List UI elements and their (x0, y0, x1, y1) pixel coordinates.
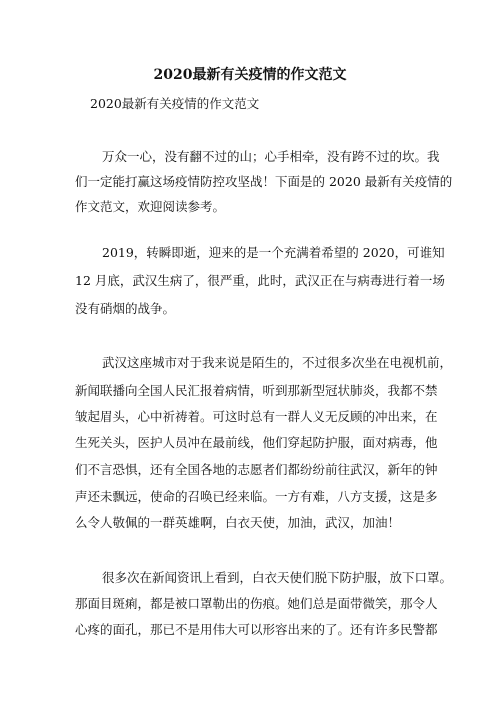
paragraph-3-line-7: 么令人敬佩的一群英雄啊，白衣天使，加油，武汉，加油！ (75, 515, 401, 530)
paragraph-1-line-2: 们一定能打赢这场疫情防控攻坚战！下面是的 2020 最新有关疫情的 (75, 174, 453, 189)
paragraph-2-line-2: 12 月底，武汉生病了，很严重，此时，武汉正在与病毒进行着一场 (75, 273, 445, 288)
paragraph-3-line-2: 新闻联播向全国人民汇报着病情，听到那新型冠状肺炎，我都不禁 (75, 383, 438, 398)
paragraph-1-line-3: 作文范文，欢迎阅读参考。 (75, 199, 226, 214)
paragraph-3-line-3: 皱起眉头，心中祈祷着。可这时总有一群人义无反顾的冲出来，在 (75, 409, 438, 424)
paragraph-3-line-6: 声还未飘远，使命的召唤已经来临。一方有难，八方支援，这是多 (75, 489, 438, 504)
paragraph-4-line-3: 心疼的面孔，那已不是用伟大可以形容出来的了。还有许多民警都 (75, 622, 438, 637)
paragraph-3-line-4: 生死关头，医护人员冲在最前线，他们穿起防护服，面对病毒，他 (75, 435, 438, 450)
document-subtitle: 2020最新有关疫情的作文范文 (90, 96, 260, 111)
document-title: 2020最新有关疫情的作文范文 (153, 67, 347, 83)
paragraph-2-line-3: 没有硝烟的战争。 (75, 301, 176, 316)
paragraph-2-line-1: 2019，转瞬即逝，迎来的是一个充满着希望的 2020，可谁知 (102, 245, 445, 260)
paragraph-4-line-2: 那面目斑痢，都是被口罩勒出的伤痕。她们总是面带微笑，那令人 (75, 596, 438, 611)
paragraph-4-line-1: 很多次在新闻资讯上看到，白衣天使们脱下防护服，放下口罩。 (102, 570, 453, 585)
paragraph-1-line-1: 万众一心，没有翻不过的山；心手相牵，没有跨不过的坎。我 (102, 149, 440, 164)
paragraph-3-line-5: 们不言恐惧，还有全国各地的志愿者们都纷纷前往武汉，新年的钟 (75, 462, 438, 477)
paragraph-3-line-1: 武汉这座城市对于我来说是陌生的，不过很多次坐在电视机前， (102, 355, 453, 370)
